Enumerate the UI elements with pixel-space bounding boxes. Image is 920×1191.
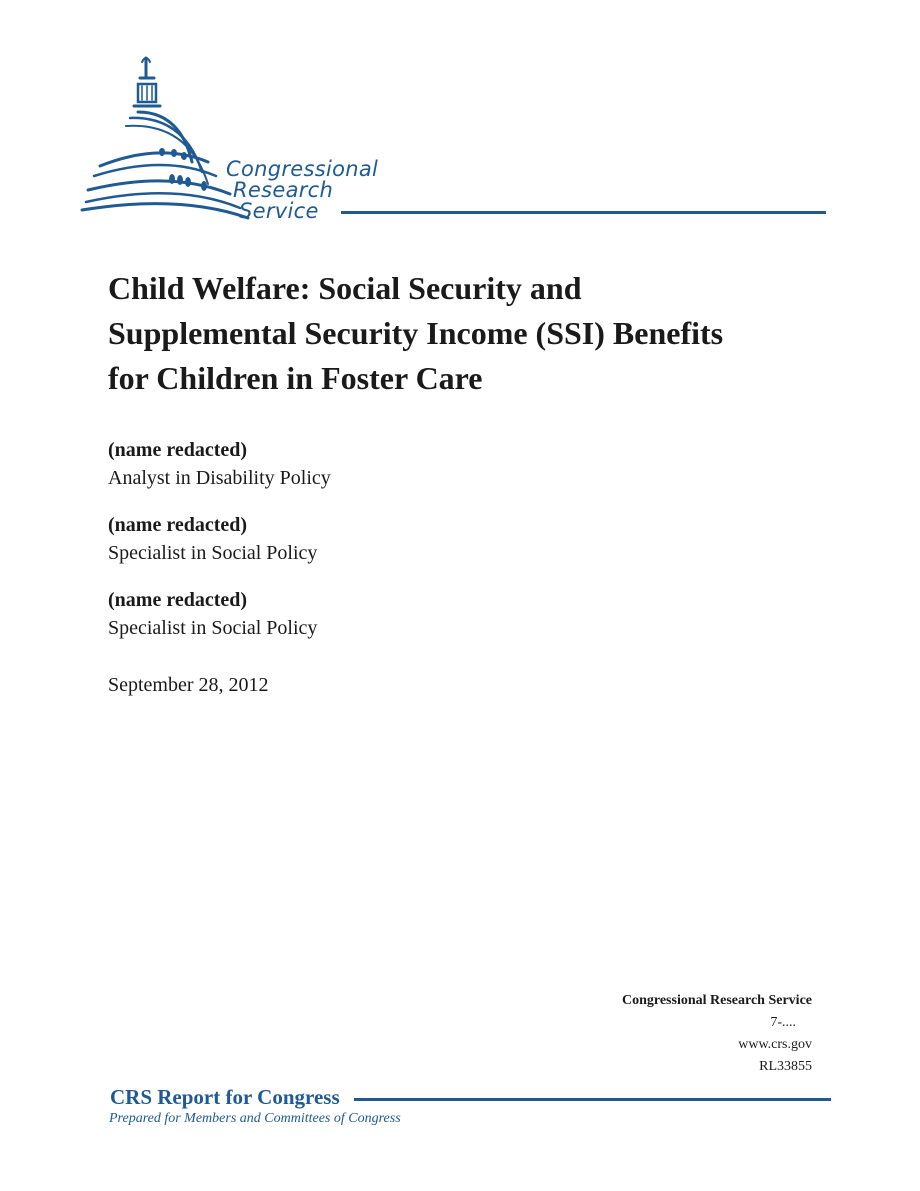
report-date: September 28, 2012 — [108, 674, 269, 696]
footer-subtitle: Prepared for Members and Committees of Congress — [109, 1111, 401, 1126]
footer-title: CRS Report for Congress — [110, 1085, 340, 1109]
author-role: Specialist in Social Policy — [108, 542, 318, 564]
publisher-website[interactable]: www.crs.gov — [738, 1037, 812, 1052]
author-block — [108, 586, 608, 642]
author-name: (name redacted) — [108, 514, 248, 536]
author-role: Specialist in Social Policy — [108, 617, 318, 639]
capitol-dome-icon — [80, 52, 830, 227]
title-line: for Children in Foster Care — [108, 360, 483, 396]
report-title — [108, 266, 828, 401]
title-line: Child Welfare: Social Security and — [108, 270, 582, 306]
logo-divider — [341, 211, 826, 214]
author-name: (name redacted) — [108, 589, 248, 611]
author-block — [108, 436, 608, 492]
logo-line-3: Service — [239, 199, 319, 223]
title-line: Supplemental Security Income (SSI) Benefits — [108, 315, 724, 351]
logo-line-1: Congressional — [226, 157, 379, 181]
author-role: Analyst in Disability Policy — [108, 467, 331, 489]
footer-divider — [354, 1098, 831, 1101]
publisher-info — [512, 990, 812, 1078]
publisher-org: Congressional Research Service — [621, 993, 812, 1008]
author-block — [108, 511, 608, 567]
logo-line-2: Research — [233, 178, 334, 202]
report-number: RL33855 — [759, 1059, 812, 1074]
publisher-code: 7-.... — [770, 1015, 796, 1030]
author-name: (name redacted) — [108, 439, 248, 461]
